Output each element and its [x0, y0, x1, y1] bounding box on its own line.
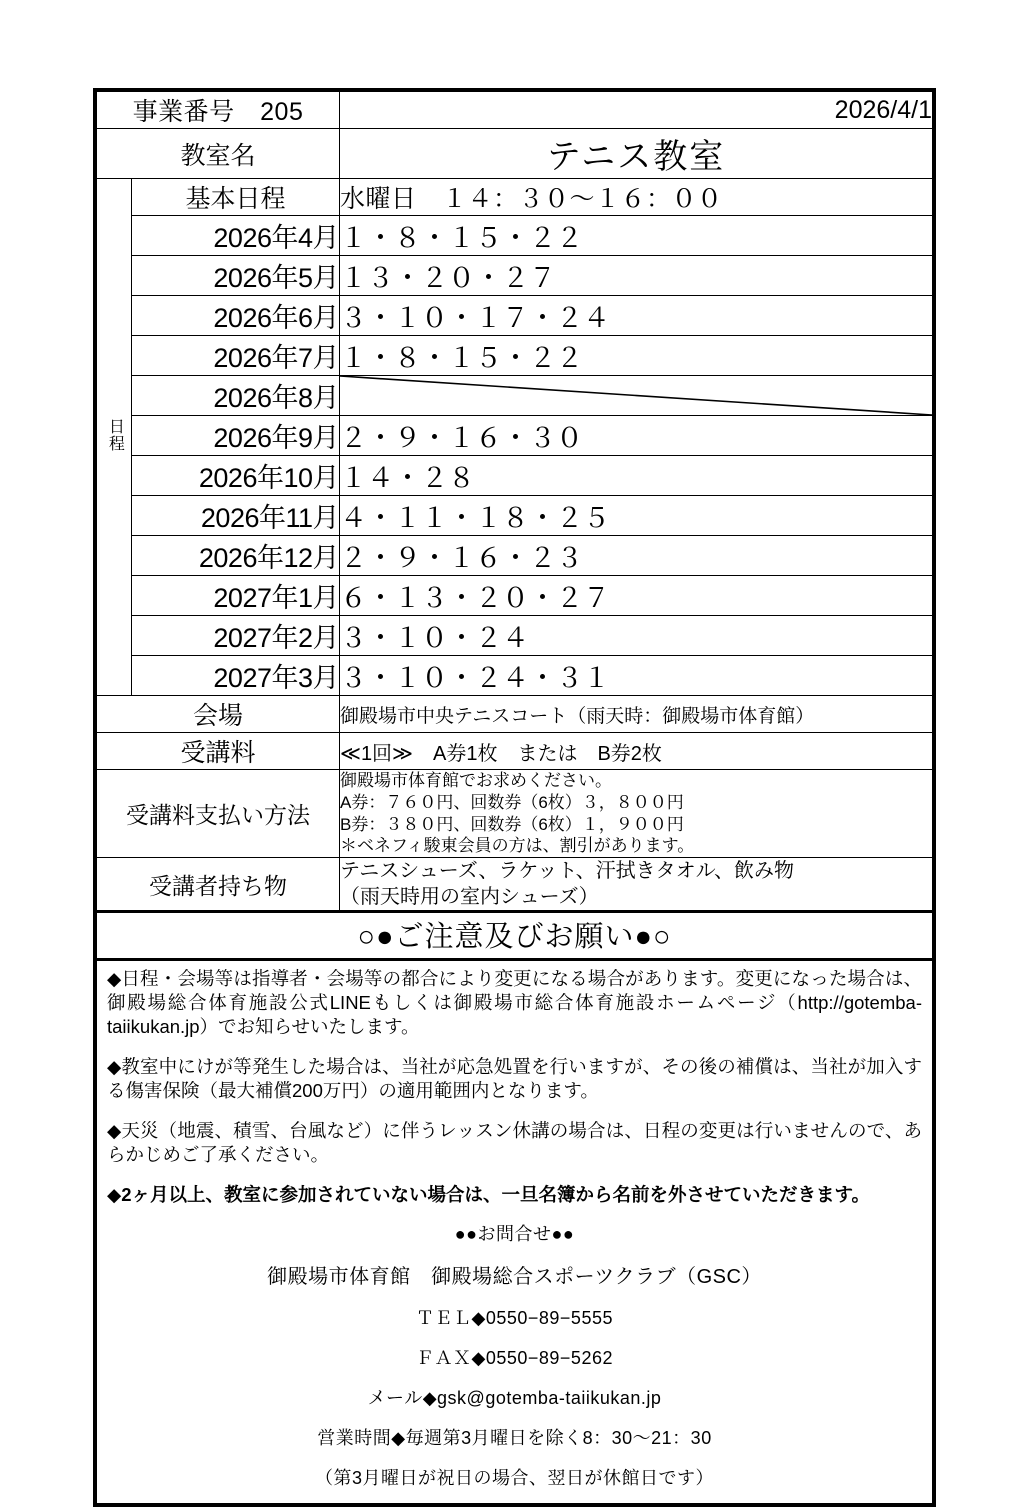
month-label: 2027年1月	[132, 576, 340, 616]
month-label: 2026年4月	[132, 216, 340, 256]
business-number-label: 事業番号 205	[97, 92, 340, 129]
table-row-fee	[97, 733, 933, 770]
payment-line: A券：７６０円、回数券（6枚）３，８００円	[340, 792, 684, 812]
table-row	[97, 256, 933, 296]
payment-label: 受講料支払い方法	[97, 770, 340, 858]
notice-title: ○●ご注意及びお願い●○	[97, 913, 932, 961]
month-label: 2027年3月	[132, 656, 340, 696]
page-title: テニス教室	[340, 129, 933, 179]
fee-value: ≪1回≫ A券1枚 または B券2枚	[340, 733, 933, 770]
month-days: ２・９・１６・２３	[340, 536, 933, 576]
schedule-section-label: 日程	[97, 179, 132, 696]
table-row	[97, 376, 933, 416]
month-days: ３・１０・２４・３１	[340, 656, 933, 696]
issue-date: 2026/4/1	[340, 92, 933, 129]
table-row-payment	[97, 770, 933, 858]
table-row	[97, 456, 933, 496]
table-row-notice	[97, 912, 933, 1504]
basic-schedule-value: 水曜日 １４：３０～１６：００	[340, 179, 933, 216]
notice-paragraph: ◆日程・会場等は指導者・会場等の都合により変更になる場合があります。変更になった場合は、御殿場総合体育施設公式LINEもしくは御殿場市総合体育施設ホームページ（http://gotemba-taiikukan.jp）でお知らせいたします。	[107, 968, 922, 1038]
month-label: 2026年11月	[132, 496, 340, 536]
payment-line: ＊ベネフィ駿東会員の方は、割引があります。	[340, 836, 695, 856]
month-label: 2026年8月	[132, 376, 340, 416]
notice-body	[97, 961, 932, 1503]
table-row	[97, 656, 933, 696]
month-label: 2026年12月	[132, 536, 340, 576]
table-row	[97, 216, 933, 256]
table-row-basic-schedule	[97, 179, 933, 216]
venue-label: 会場	[97, 696, 340, 733]
month-label: 2026年5月	[132, 256, 340, 296]
month-days: ２・９・１６・３０	[340, 416, 933, 456]
month-days: ６・１３・２０・２７	[340, 576, 933, 616]
table-row	[97, 576, 933, 616]
payment-line: 御殿場市体育館でお求めください。	[340, 771, 612, 790]
basic-schedule-label: 基本日程	[132, 179, 340, 216]
month-label: 2026年6月	[132, 296, 340, 336]
contact-holiday-note: （第3月曜日が祝日の場合、翌日が休館日です）	[314, 1468, 714, 1489]
table-row	[97, 616, 933, 656]
flyer-table	[96, 91, 933, 1504]
contact-hours: 営業時間◆毎週第3月曜日を除く8：30～21：30	[317, 1428, 712, 1449]
month-days: １・８・１５・２２	[340, 216, 933, 256]
notice-paragraph: ◆天災（地震、積雪、台風など）に伴うレッスン休講の場合は、日程の変更は行いませんので、あらかじめご了承ください。	[107, 1120, 922, 1166]
fee-label: 受講料	[97, 733, 340, 770]
payment-line: B券：３８０円、回数券（6枚）１，９００円	[340, 814, 684, 834]
month-days-empty	[340, 376, 933, 416]
month-label: 2026年9月	[132, 416, 340, 456]
contact-block	[107, 1225, 922, 1487]
table-row-belongings	[97, 858, 933, 912]
contact-tel: ＴＥＬ◆0550−89−5555	[416, 1308, 613, 1329]
belongings-label: 受講者持ち物	[97, 858, 340, 912]
belongings-line: （雨天時用の室内シューズ）	[340, 886, 599, 908]
contact-mail: メール◆gsk@gotemba-taiikukan.jp	[367, 1388, 662, 1409]
month-label: 2026年7月	[132, 336, 340, 376]
table-row-venue	[97, 696, 933, 733]
venue-value: 御殿場市中央テニスコート（雨天時：御殿場市体育館）	[340, 696, 933, 733]
notice-paragraph-bold: ◆2ヶ月以上、教室に参加されていない場合は、一旦名簿から名前を外させていただきます。	[107, 1184, 871, 1206]
month-days: ４・１１・１８・２５	[340, 496, 933, 536]
table-row	[97, 416, 933, 456]
month-label: 2026年10月	[132, 456, 340, 496]
class-name-label: 教室名	[97, 129, 340, 179]
table-row-business-number	[97, 92, 933, 129]
payment-value	[340, 770, 933, 858]
table-row	[97, 536, 933, 576]
contact-organization: 御殿場市体育館 御殿場総合スポーツクラブ（GSC）	[267, 1266, 762, 1289]
month-label: 2027年2月	[132, 616, 340, 656]
contact-heading: ●●お問合せ●●	[454, 1224, 575, 1245]
notice-section	[97, 912, 933, 1504]
month-days: １４・２８	[340, 456, 933, 496]
month-days: １・８・１５・２２	[340, 336, 933, 376]
notice-paragraph: ◆教室中にけが等発生した場合は、当社が応急処置を行いますが、その後の補償は、当社が加入する傷害保険（最大補償200万円）の適用範囲内となります。	[107, 1056, 922, 1102]
contact-fax: ＦＡＸ◆0550−89−5262	[416, 1348, 613, 1369]
month-days: ３・１０・２４	[340, 616, 933, 656]
flyer-sheet	[93, 88, 936, 1507]
strikethrough-diagonal-icon	[340, 376, 932, 415]
table-row-class-name	[97, 129, 933, 179]
month-days: １３・２０・２７	[340, 256, 933, 296]
table-row	[97, 296, 933, 336]
table-row	[97, 496, 933, 536]
belongings-line: テニスシューズ、ラケット、汗拭きタオル、飲み物	[340, 860, 794, 882]
belongings-value	[340, 858, 933, 912]
month-days: ３・１０・１７・２４	[340, 296, 933, 336]
table-row	[97, 336, 933, 376]
